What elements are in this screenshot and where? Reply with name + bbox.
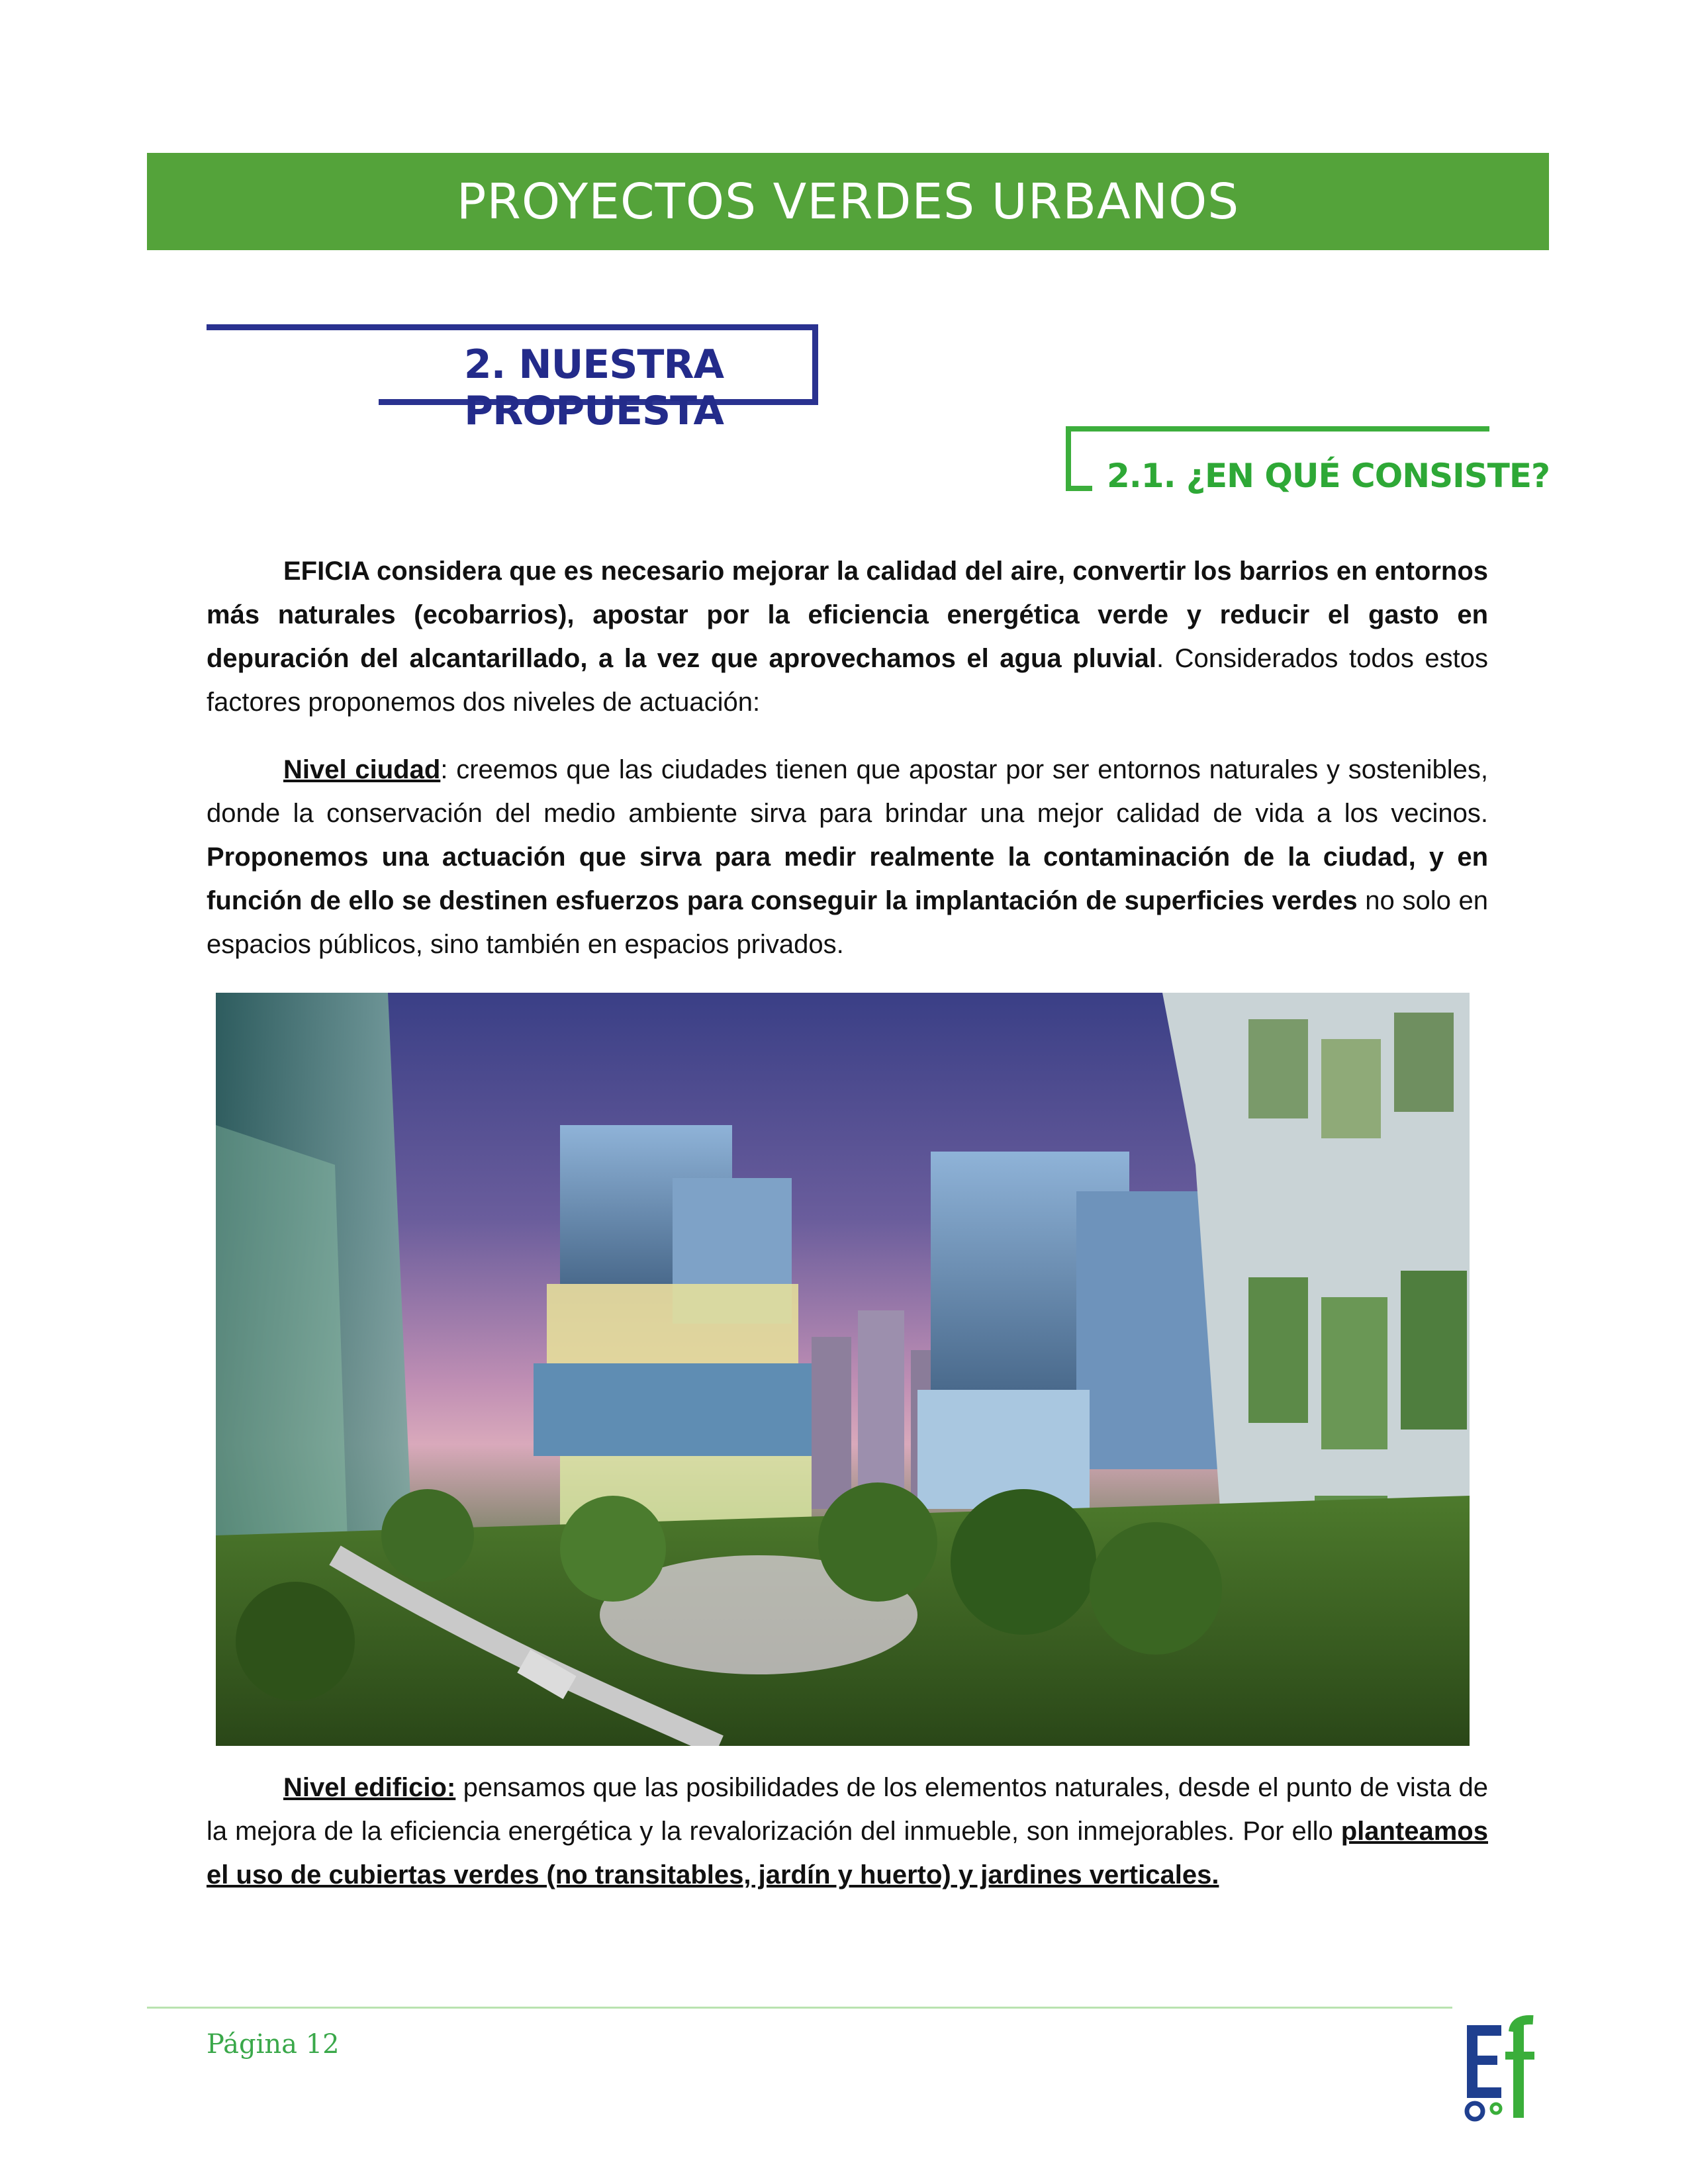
subsection-title: 2.1. ¿EN QUÉ CONSISTE? [1107, 457, 1550, 495]
header-band [147, 153, 1549, 250]
nivel-ciudad-bold-text: Proponemos una actuación que sirva para medir realmente la contaminación de la ciudad, y en función de ello se destinen esfuerzos para conseguir la implantación de superficies verdes [207, 842, 1488, 915]
city-illustration [216, 993, 1470, 1746]
eficia-logo-icon [1462, 2012, 1548, 2124]
paragraph-nivel-edificio [207, 1766, 1488, 1897]
section-frame-line [207, 324, 381, 330]
intro-bold-text: EFICIA considera que es necesario mejorar la calidad del aire, convertir los barrios en entornos más naturales (ecobarrios), apostar por la eficiencia energética verde y reducir el gasto en depuración del alcantarillado, a la vez que aprovechamos el agua pluvial [207, 557, 1488, 673]
green-city-render-image [216, 993, 1470, 1746]
nivel-edificio-label: Nivel edificio: [283, 1773, 456, 1802]
section-title: 2. NUESTRA PROPUESTA [463, 341, 724, 434]
footer-page-number: Página 12 [207, 2029, 340, 2060]
nivel-edificio-text: pensamos que las posibilidades de los elementos naturales, desde el punto de vista de la mejora de la eficiencia energética y la revalorización del inmueble, son inmejorables. Por ello [207, 1773, 1489, 1846]
footer-divider [147, 2007, 1452, 2009]
nivel-ciudad-text: : creemos que las ciudades tienen que apostar por ser entornos naturales y sostenibles, donde la conservación del medio ambiente sirva para brindar una mejor calidad de vida a los vecinos. [207, 755, 1489, 828]
nivel-ciudad-text-end: no solo en espacios públicos, sino también en espacios privados. [207, 886, 1489, 959]
paragraph-intro [207, 549, 1488, 724]
header-title: PROYECTOS VERDES URBANOS [456, 173, 1240, 230]
nivel-ciudad-label: Nivel ciudad [283, 755, 441, 784]
paragraph-nivel-ciudad [207, 748, 1488, 966]
nivel-edificio-bold-underlined: planteamos el uso de cubiertas verdes (no transitables, jardín y huerto) y jardines verticales. [207, 1817, 1488, 1889]
intro-text: . Considerados todos estos factores proponemos dos niveles de actuación: [207, 644, 1489, 717]
